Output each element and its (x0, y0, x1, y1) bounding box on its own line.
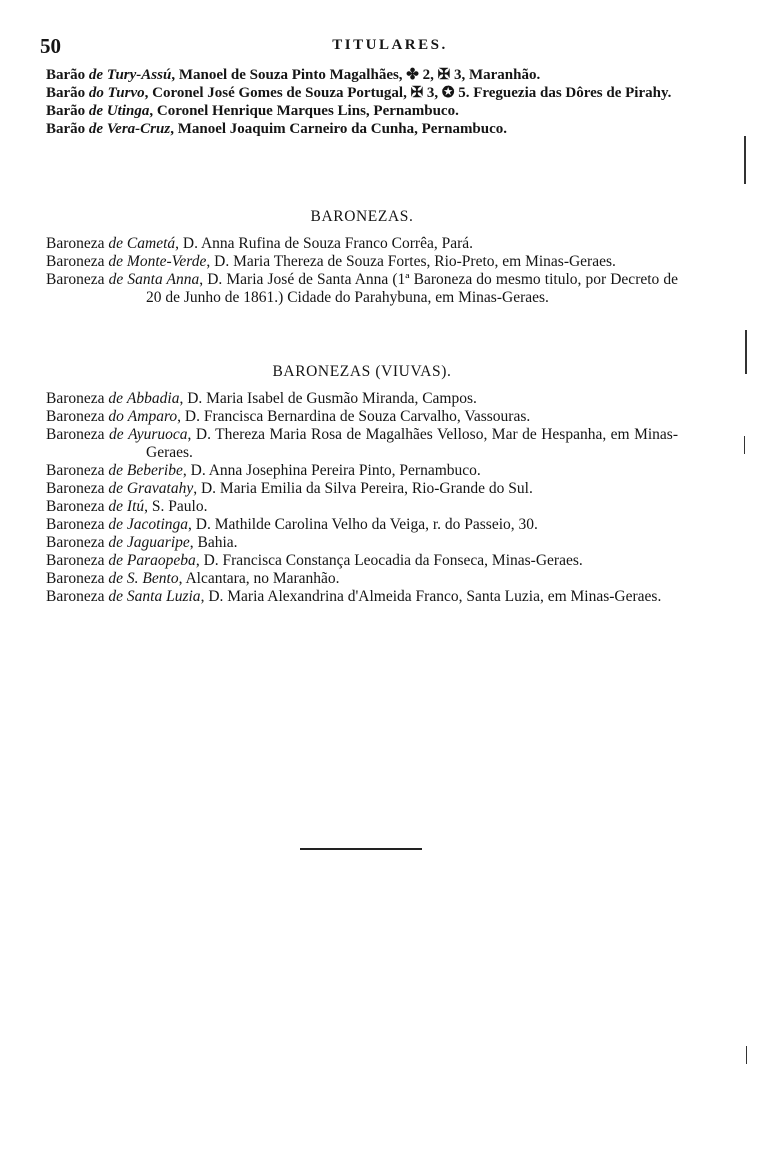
baronezas-section (46, 207, 678, 307)
list-item: Baroneza de Cametá, D. Anna Rufina de Souza Franco Corrêa, Pará. (46, 235, 474, 252)
list-item: Barão de Utinga, Coronel Henrique Marques Lins, Pernambuco. (46, 103, 459, 119)
list-item: Baroneza do Amparo, D. Francisca Bernardina de Souza Carvalho, Vassouras. (46, 408, 531, 425)
list-item: Barão de Tury-Assú, Manoel de Souza Pinto Magalhães, ✤ 2, ✠ 3, Maranhão. (46, 67, 541, 83)
list-item: Barão do Turvo, Coronel José Gomes de Souza Portugal, ✠ 3, ✪ 5. Freguezia das Dôres de Pirahy. (46, 85, 672, 101)
running-head (40, 34, 680, 58)
section-heading: BARONEZAS (VIUVAS). (272, 363, 452, 380)
list-item: Baroneza de Itú, S. Paulo. (46, 498, 208, 515)
list-item: Baroneza de Paraopeba, D. Francisca Constança Leocadia da Fonseca, Minas-Geraes. (46, 552, 583, 569)
scan-mark (744, 436, 745, 454)
running-title: TITULARES. (332, 37, 448, 53)
scan-mark (745, 330, 747, 374)
page-number: 50 (40, 34, 61, 58)
list-item: Baroneza de Jacotinga, D. Mathilde Carolina Velho da Veiga, r. do Passeio, 30. (46, 516, 538, 533)
list-item: Baroneza de Monte-Verde, D. Maria Thereza de Souza Fortes, Rio-Preto, em Minas-Geraes. (46, 253, 616, 270)
barao-section (46, 66, 678, 138)
list-item: Barão de Vera-Cruz, Manoel Joaquim Carneiro da Cunha, Pernambuco. (46, 121, 508, 137)
scan-mark (746, 1046, 747, 1064)
list-item: Baroneza de S. Bento, Alcantara, no Maranhão. (46, 570, 340, 587)
list-item: Baroneza de Abbadia, D. Maria Isabel de Gusmão Miranda, Campos. (46, 390, 477, 407)
scan-mark (744, 136, 746, 184)
viuvas-section (46, 362, 678, 606)
list-item: Baroneza de Gravatahy, D. Maria Emilia da Silva Pereira, Rio-Grande do Sul. (46, 480, 533, 497)
list-item: Baroneza de Beberibe, D. Anna Josephina Pereira Pinto, Pernambuco. (46, 462, 481, 479)
list-item: Baroneza de Santa Anna, D. Maria José de Santa Anna (1ª Baroneza do mesmo titulo, por Decreto de 20 de Junho de 1861.) Cidade do Parahybuna, em Minas-Geraes. (46, 271, 679, 306)
end-rule (300, 848, 422, 850)
list-item: Baroneza de Santa Luzia, D. Maria Alexandrina d'Almeida Franco, Santa Luzia, em Minas-Geraes. (46, 588, 662, 605)
section-heading: BARONEZAS. (310, 208, 414, 225)
list-item: Baroneza de Ayuruoca, D. Thereza Maria Rosa de Magalhães Velloso, Mar de Hespanha, em Minas-Geraes. (46, 426, 679, 461)
list-item: Baroneza de Jaguaripe, Bahia. (46, 534, 238, 551)
